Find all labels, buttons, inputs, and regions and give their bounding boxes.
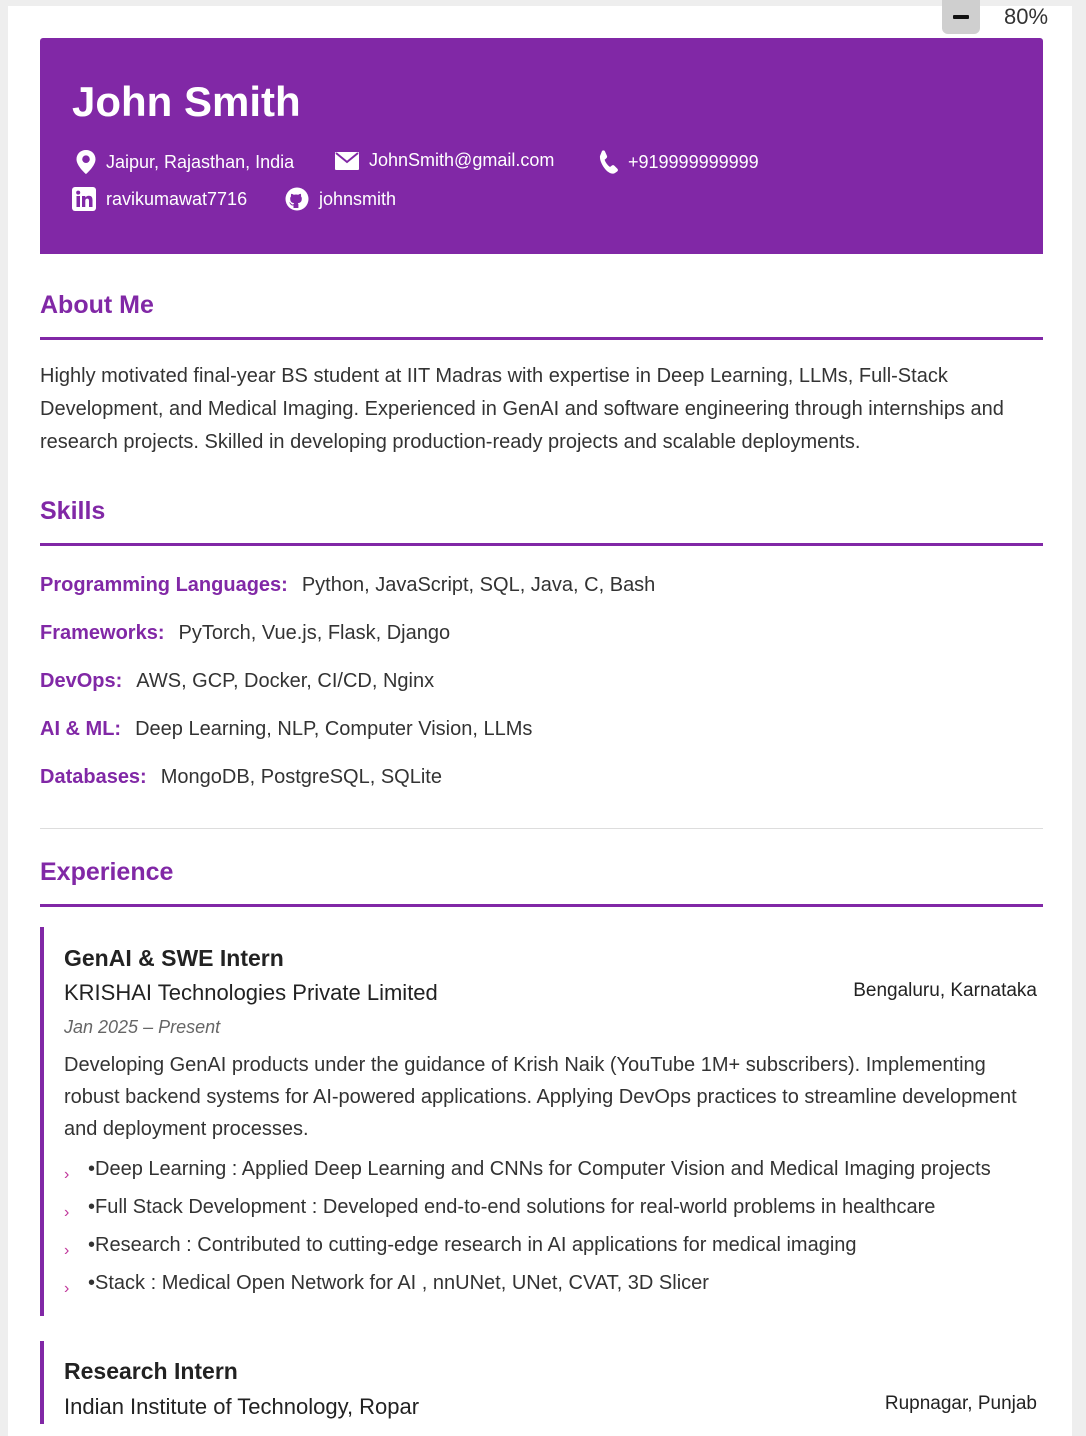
- contact-location: [76, 150, 294, 174]
- contact-linkedin[interactable]: [72, 187, 247, 211]
- company-name: KRISHAI Technologies Private Limited: [64, 980, 438, 1005]
- experience-heading: Experience: [40, 858, 174, 886]
- mail-icon: [335, 152, 359, 170]
- skill-row-databases: [40, 766, 442, 789]
- chevron-right-icon: ›: [64, 1280, 70, 1297]
- about-divider: [40, 337, 1043, 340]
- job-description: Developing GenAI products under the guidance of Krish Naik (YouTube 1M+ subscribers). Implementing robust backend systems for AI-powered applications. Applying DevOps practices to streamline development and deployment processes.: [64, 1054, 1017, 1140]
- chevron-right-icon: ›: [64, 1204, 70, 1221]
- skill-row-frameworks: [40, 622, 450, 645]
- contact-phone[interactable]: [598, 150, 759, 174]
- experience-entry: [40, 1341, 1047, 1424]
- contact-email[interactable]: [335, 150, 554, 171]
- zoom-control: [936, 0, 1086, 36]
- company-name: Indian Institute of Technology, Ropar: [64, 1394, 420, 1419]
- resume-header: [40, 38, 1043, 254]
- email-link[interactable]: JohnSmith@gmail.com: [369, 150, 555, 170]
- github-handle[interactable]: johnsmith: [319, 188, 397, 209]
- skill-label: Frameworks:: [40, 622, 165, 644]
- skills-divider: [40, 543, 1043, 546]
- about-heading: About Me: [40, 291, 154, 319]
- list-item: [64, 1270, 1044, 1308]
- job-location: Rupnagar, Punjab: [884, 1393, 1037, 1414]
- skill-value: AWS, GCP, Docker, CI/CD, Nginx: [136, 670, 435, 692]
- linkedin-icon: [72, 187, 96, 211]
- skill-value: PyTorch, Vue.js, Flask, Django: [178, 622, 451, 644]
- highlight-text: •Deep Learning : Applied Deep Learning and CNNs for Computer Vision and Medical Imaging projects: [88, 1158, 991, 1180]
- skill-value: Python, JavaScript, SQL, Java, C, Bash: [301, 574, 656, 596]
- skill-row-devops: [40, 670, 434, 693]
- section-separator: [40, 828, 1043, 829]
- minus-icon: [953, 15, 969, 19]
- skill-value: Deep Learning, NLP, Computer Vision, LLMs: [135, 718, 533, 740]
- chevron-right-icon: ›: [64, 1242, 70, 1259]
- candidate-name: John Smith: [72, 78, 301, 125]
- skill-label: AI & ML:: [40, 718, 122, 740]
- location-pin-icon: [76, 150, 96, 174]
- skill-label: Programming Languages:: [40, 574, 288, 596]
- phone-text: +919999999999: [628, 151, 759, 172]
- about-text: Highly motivated final-year BS student at IIT Madras with expertise in Deep Learning, LLMs, Full-Stack Development, and Medical Imaging. Experienced in GenAI and software engineering through internships and research projects. Skilled in developing production-ready projects and scalable deployments.: [40, 365, 1004, 453]
- chevron-right-icon: ›: [64, 1166, 70, 1183]
- skill-label: Databases:: [40, 766, 147, 788]
- skill-label: DevOps:: [40, 670, 123, 692]
- job-title: GenAI & SWE Intern: [64, 945, 284, 971]
- phone-icon: [598, 150, 618, 174]
- location-text: Jaipur, Rajasthan, India: [106, 151, 295, 172]
- list-item: [64, 1194, 1044, 1232]
- highlight-text: •Research : Contributed to cutting-edge research in AI applications for medical imaging: [88, 1234, 857, 1256]
- job-dates: Jan 2025 – Present: [64, 1017, 221, 1037]
- zoom-level: 80%: [1004, 4, 1049, 29]
- skill-value: MongoDB, PostgreSQL, SQLite: [160, 766, 442, 788]
- linkedin-handle[interactable]: ravikumawat7716: [106, 188, 248, 209]
- zoom-out-button[interactable]: [942, 0, 980, 34]
- job-location: Bengaluru, Karnataka: [853, 980, 1037, 1001]
- skill-row-programming: [40, 574, 655, 597]
- experience-divider: [40, 904, 1043, 907]
- job-title: Research Intern: [64, 1358, 238, 1384]
- skill-row-ai-ml: [40, 718, 532, 741]
- list-item: [64, 1156, 1044, 1194]
- list-item: [64, 1232, 1044, 1270]
- highlight-text: •Stack : Medical Open Network for AI , nnUNet, UNet, CVAT, 3D Slicer: [88, 1272, 709, 1294]
- skills-heading: Skills: [40, 497, 106, 525]
- github-icon: [285, 187, 309, 211]
- contact-github[interactable]: [285, 187, 396, 211]
- highlight-text: •Full Stack Development : Developed end-to-end solutions for real-world problems in healthcare: [88, 1196, 936, 1218]
- job-highlights: [64, 1156, 1044, 1308]
- experience-entry: [40, 927, 1047, 1316]
